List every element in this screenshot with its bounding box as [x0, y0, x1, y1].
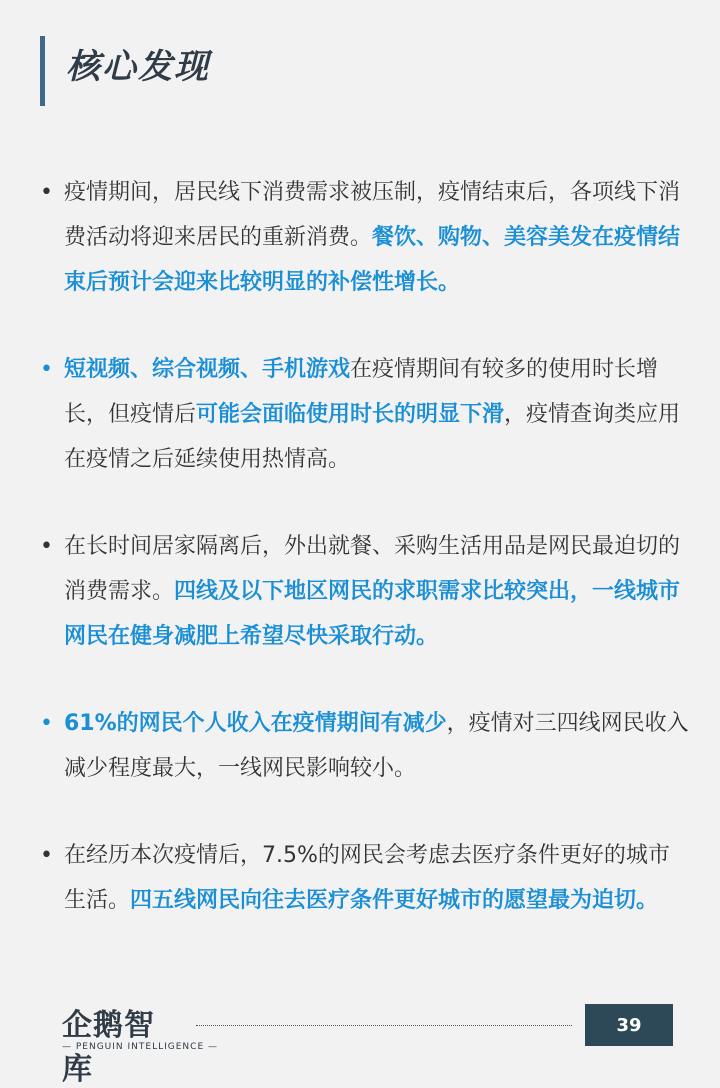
bullet-dot: • [40, 180, 53, 205]
bullet-highlight: 四线及以下地区网民的求职需求比较突出，一线城市网民在健身减肥上希望尽快采取行动。 [64, 579, 681, 649]
logo-text: 企鹅智库 [62, 1008, 155, 1087]
penguin-intelligence-logo [62, 1000, 218, 1087]
bullet-highlight: 短视频、综合视频、手机游戏 [64, 357, 351, 382]
bullet-text: 在经历本次疫情后，7.5%的网民会考虑去医疗条件更好的城市生活。 [64, 843, 670, 913]
bullet-highlight: 餐饮、购物、美容美发在疫情结束后预计会迎来比较明显的补偿性增长。 [64, 225, 681, 295]
bullet-text: ，疫情查询类应用在疫情之后延续使用热情高。 [64, 402, 681, 472]
bullet-item-1 [40, 170, 690, 305]
title-accent-bar [40, 36, 45, 106]
bullet-dot: • [40, 357, 53, 382]
bullet-text: 在长时间居家隔离后，外出就餐、采购生活用品是网民最迫切的消费需求。 [64, 534, 681, 604]
bullet-highlight: 61%的网民个人收入在疫情期间有减少 [64, 711, 447, 736]
bullet-text: 疫情期间，居民线下消费需求被压制，疫情结束后，各项线下消费活动将迎来居民的重新消费。 [64, 180, 681, 250]
bullet-text: ，疫情对三四线网民收入减少程度最大，一线网民影响较小。 [64, 711, 689, 781]
bullet-list [40, 170, 690, 965]
bullet-highlight: 可能会面临使用时长的明显下滑 [196, 402, 505, 427]
logo-subtitle: — PENGUIN INTELLIGENCE — [62, 1042, 218, 1052]
bullet-highlight: 四五线网民向往去医疗条件更好城市的愿望最为迫切。 [130, 888, 659, 913]
bullet-text: 在疫情期间有较多的使用时长增长，但疫情后 [64, 357, 659, 427]
bullet-dot: • [40, 843, 53, 868]
bullet-item-3 [40, 524, 690, 659]
page-number: 39 [585, 1004, 673, 1046]
bullet-dot: • [40, 711, 53, 736]
footer-divider [196, 1025, 572, 1026]
bullet-dot: • [40, 534, 53, 559]
page-title: 核心发现 [66, 47, 210, 87]
bullet-item-5 [40, 833, 690, 923]
bullet-item-2 [40, 347, 690, 482]
bullet-item-4 [40, 701, 690, 791]
